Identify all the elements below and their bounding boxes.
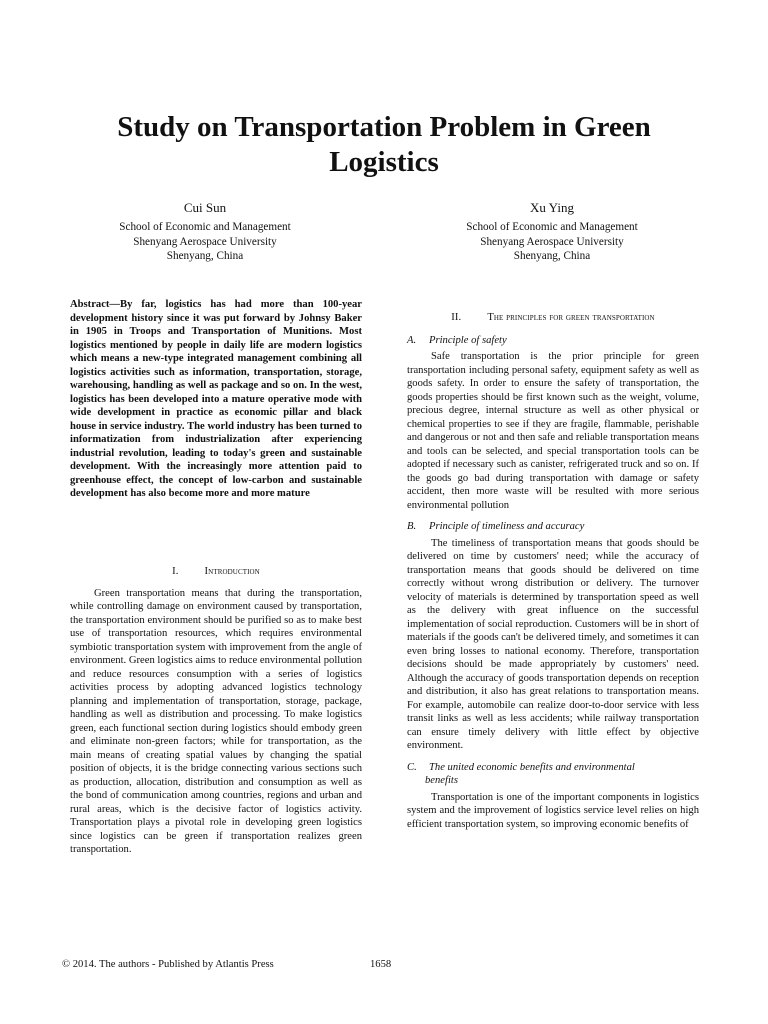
timeliness-paragraph: The timeliness of transportation means that goods should be delivered on time by customers' need; while the accuracy of transportation means that goods should be delivered on time correctly without wrong distribution or delivery. The turnover velocity of materials is determined by transportation speed as well as the delivery with great influence on the successful implementation of social reproduction. Customers will be in short of materials if the goods can't be delivered timely, and sometimes it can even bring losses to national economy. Therefore, transportation decisions should be made appropriately by customers' need. Although the accuracy of goods transportation depends on reception and distribution, it also has great relations to transportation means. For example, automobile can realize door-to-door service with less transit links as well as less accidents; while railway transportation can ensure timely delivery with little effect by objective environment.	[407, 537, 699, 751]
copyright-notice: © 2014. The authors - Published by Atlantis Press	[62, 959, 274, 970]
author-affiliation: School of Economic and Management	[119, 221, 291, 233]
author-name: Cui Sun	[183, 200, 227, 215]
introduction-paragraph: Green transportation means that during the transportation, while controlling damage on environment caused by transportation, the transportation environment should be purified so as to make best use of transportation resources, which requires environmental symbiotic transportation system with improvement from the angle of environment. Green logistics aims to reduce environmental pollution and reduce resources consumption with a series of logistics activities process by adopting advanced logistics technology planning and implementation of transportation, storage, package, handling as well as distribution and processing. To make logistics green, each functional section during logistics should embody green and eliminate non-green factors; while for transportation, as the main means of creating spatial values by changing the spatial position of objects, it is the bridge connecting various sections such as production, allocation, distribution and consumption as well as the bond of communication among countries, regions and urban and rural areas, which is the decisive factor of logistics activity. Transportation plays a pivotal role in developing green logistics since logistics can be green if transportation realizes green transportation.	[70, 587, 362, 855]
section-heading	[70, 565, 362, 579]
section-title: Introduction	[204, 566, 260, 577]
abstract-text: Abstract—By far, logistics has had more than 100-year development history since it was put forward by Johnsy Baker in 1905 in Troops and Transportation of Munitions. Most logistics mentioned by people in daily life are modern logistics which means a new-type integrated management combining all logistics activities such as information, transportation, storage, warehousing, handling as well as package and so on. In the west, logistics has been developed into a mature operative mode with wide development in practice as economic pillar and black house in service industry. The world industry has been turned to informatization from industrialization after experiencing industrial revolution, leading to today's green and sustainable development. With the increasingly more attention paid to greenhouse effect, the concept of low-carbon and sustainable development has also become more and more mature	[70, 299, 362, 499]
section-number: I.	[172, 566, 179, 577]
author-location: Shenyang, China	[166, 250, 244, 262]
subsection-title: The united economic benefits and environmental	[429, 761, 635, 773]
page-number: 1658	[370, 959, 392, 970]
author-university: Shenyang Aerospace University	[480, 235, 624, 248]
author-block-1	[65, 199, 345, 264]
author-affiliation: School of Economic and Management	[466, 221, 638, 233]
subsection-letter: A.	[407, 334, 417, 346]
subsection-title: Principle of safety	[429, 334, 507, 346]
benefits-paragraph: Transportation is one of the important components in logistics system and the improvement of logistics service level relies on high efficient transportation system, so improving economic benefits of	[407, 791, 699, 830]
subsection-title: Principle of timeliness and accuracy	[429, 521, 585, 532]
section-introduction	[70, 565, 362, 857]
subsection-heading-b	[407, 520, 699, 534]
author-block-2	[412, 199, 692, 264]
section-principles	[407, 311, 699, 831]
safety-paragraph: Safe transportation is the prior principle for green transportation including personal safety, equipment safety as well as goods safety. In order to ensure the safety of transportation, the goods properties should be first known such as the weight, volume, precious degree, internal structure as well as other physical or chemical properties to see if they are fragile, flammable, perishable and dangerous or not and then safe and reliable transportation means and tools can be selected, and special transportation tools can be adopted if necessary such as canister, refrigerated truck and so on. If the goods go bad during transportation with damage or safety accident, then more waste will be resulted with more serious environmental pollution	[407, 351, 699, 511]
author-name: Xu Ying	[530, 200, 574, 215]
section-title: The principles for green transportation	[487, 312, 655, 323]
paper-title: Study on Transportation Problem in Green Logistics	[117, 111, 651, 178]
author-location: Shenyang, China	[513, 250, 591, 262]
abstract-block	[70, 298, 362, 501]
section-number: II.	[451, 312, 462, 323]
subsection-heading-c	[407, 761, 699, 788]
subsection-letter: C.	[407, 761, 417, 773]
section-heading	[407, 311, 699, 325]
subsection-heading-a	[407, 334, 699, 348]
author-university: Shenyang Aerospace University	[133, 235, 277, 248]
subsection-title-continued: benefits	[425, 775, 458, 786]
subsection-letter: B.	[407, 521, 417, 532]
